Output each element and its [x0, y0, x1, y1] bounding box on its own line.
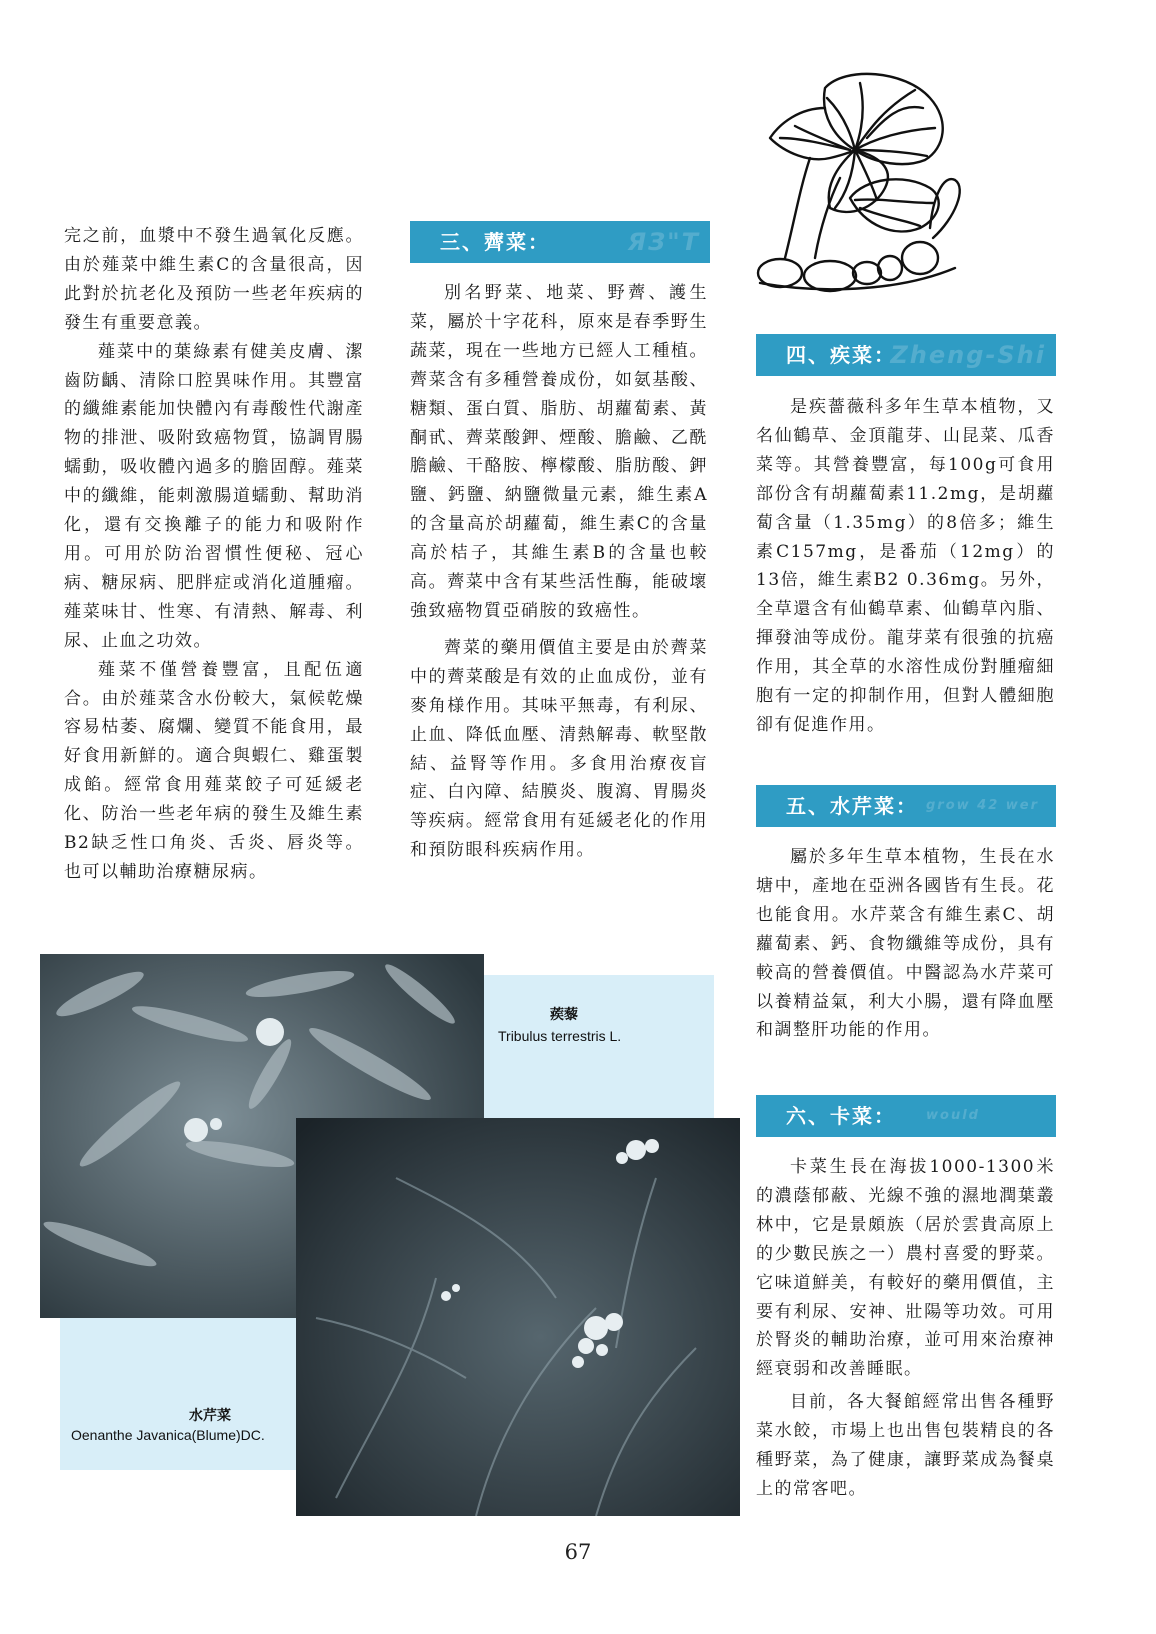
- col1-paragraph-1: 完之前，血漿中不發生過氧化反應。由於薤菜中維生素C的含量很高，因此對於抗老化及預防一些老年疾病的發生有重要意義。: [64, 226, 364, 333]
- section-5-paragraph: 屬於多年生草本植物，生長在水塘中，產地在亞洲各國皆有生長。花也能食用。水芹菜含有維生素C、胡蘿蔔素、鈣、食物纖維等成份，具有較高的營養價值。中醫認為水芹菜可以養精益氣，利大小腸，還有降血壓和調整肝功能的作用。: [756, 847, 1055, 1041]
- col2-paragraph-2: 薺菜的藥用價值主要是由於薺菜中的薺菜酸是有效的止血成份，並有麥角様作用。其味平無毒，有利尿、止血、降低血壓、清熱解毒、軟堅散結、益腎等作用。多食用治療夜盲症、白內障、結膜炎、腹瀉、胃腸炎等疾病。經常食用有延緩老化的作用和預防眼科疾病作用。: [410, 637, 708, 861]
- header-ghost-text-6: would: [926, 1108, 980, 1123]
- column-3-section-6: [756, 1153, 1055, 1504]
- section-header-4: [756, 334, 1056, 376]
- page-number: 67: [564, 1540, 592, 1564]
- section-6-paragraph-2: 目前，各大餐館經常出售各種野菜水餃，市場上也出售包裝精良的各種野菜，為了健康，讓野菜成為餐桌上的常客吧。: [756, 1392, 1055, 1499]
- column-3-section-4: [756, 393, 1055, 740]
- col2-paragraph-1: 別名野菜、地菜、野薺、護生菜，屬於十字花科，原來是春季野生蔬菜，現在一些地方已經人工種植。薺菜含有多種營養成份，如氨基酸、糖類、蛋白質、脂肪、胡蘿蔔素、黃酮甙、薺菜酸鉀、煙酸、膽鹼、乙酰膽鹼、干酪胺、檸檬酸、脂肪酸、鉀鹽、鈣鹽、納鹽微量元素，維生素A的含量高於胡蘿蔔，維生素C的含量高於桔子，其維生素B的含量也較高。薺菜中含有某些活性酶，能破壞強致癌物質亞硝胺的致癌性。: [410, 283, 708, 621]
- section-6-paragraph-1: 卡菜生長在海拔1000-1300米的濃蔭郁蔽、光線不強的濕地潤葉叢林中，它是景頗族（居於雲貴高原上的少數民族之一）農村喜愛的野菜。它味道鮮美，有較好的藥用價值，主要有利尿、安神、壯陽等功效。可用於腎炎的輔助治療，並可用來治療神經衰弱和改善睡眠。: [756, 1157, 1055, 1380]
- column-2: [410, 279, 708, 865]
- flower-illustration: [755, 68, 970, 300]
- tribulus-caption-chinese: 蒺藜: [550, 1006, 578, 1022]
- oenanthe-caption: [60, 1405, 296, 1455]
- oenanthe-caption-chinese: 水芹菜: [189, 1407, 231, 1423]
- oenanthe-caption-latin: Oenanthe Javanica(Blume)DC.: [71, 1427, 265, 1443]
- oenanthe-photo: [296, 1118, 740, 1516]
- column-3-section-5: [756, 843, 1055, 1045]
- header-ghost-text-4: Zheng-Shi: [890, 341, 1046, 369]
- section-header-3: [410, 221, 710, 263]
- section-header-6: [756, 1095, 1056, 1137]
- col1-paragraph-3: 薤菜不僅營養豐富，且配伍適合。由於薤菜含水份較大，氣候乾燥容易枯萎、腐爛、變質不能食用，最好食用新鮮的。適合與蝦仁、雞蛋製成餡。經常食用薤菜餃子可延緩老化、防治一些老年病的發生及維生素B2缺乏性口角炎、舌炎、唇炎等。也可以輔助治療糖尿病。: [64, 659, 364, 882]
- section-header-5: [756, 785, 1056, 827]
- section-4-paragraph: 是疾薔薇科多年生草本植物，又名仙鶴草、金頂龍芽、山昆菜、瓜香菜等。其營養豐富，每100g可食用部份含有胡蘿蔔素11.2mg，是胡蘿蔔含量（1.35mg）的8倍多；維生素C157mg，是番茄（12mg）的13倍，維生素B2 0.36mg。另外，全草還含有仙鶴草素、仙鶴草內脂、揮發油等成份。龍芽菜有很強的抗癌作用，其全草的水溶性成份對腫瘤細胞有一定的抑制作用，但對人體細胞卻有促進作用。: [756, 397, 1055, 735]
- header-ghost-text: ЯЗ"Т: [627, 228, 700, 256]
- section-heading-6: 六、卡菜：: [786, 1104, 896, 1128]
- section-heading-5: 五、水芹菜：: [786, 794, 918, 818]
- header-ghost-text-5: grow 42 wer: [926, 798, 1040, 813]
- section-heading-3: 三、薺菜：: [440, 230, 550, 254]
- tribulus-caption-latin: Tribulus terrestris L.: [498, 1028, 622, 1044]
- column-1: [64, 222, 364, 887]
- section-heading-4: 四、疾菜：: [786, 343, 896, 367]
- tribulus-caption: [484, 998, 684, 1113]
- col1-paragraph-2: 薤菜中的葉綠素有健美皮膚、潔齒防齲、清除口腔異味作用。其豐富的纖維素能加快體內有毒酸性代謝產物的排泄、吸附致癌物質，協調胃腸蠕動，吸收體內過多的膽固醇。薤菜中的纖維，能刺激腸道蠕動、幫助消化，還有交換離子的能力和吸附作用。可用於防治習慣性便秘、冠心病、糖尿病、肥胖症或消化道腫瘤。薤菜味甘、性寒、有清熱、解毒、利尿、止血之功效。: [64, 341, 364, 651]
